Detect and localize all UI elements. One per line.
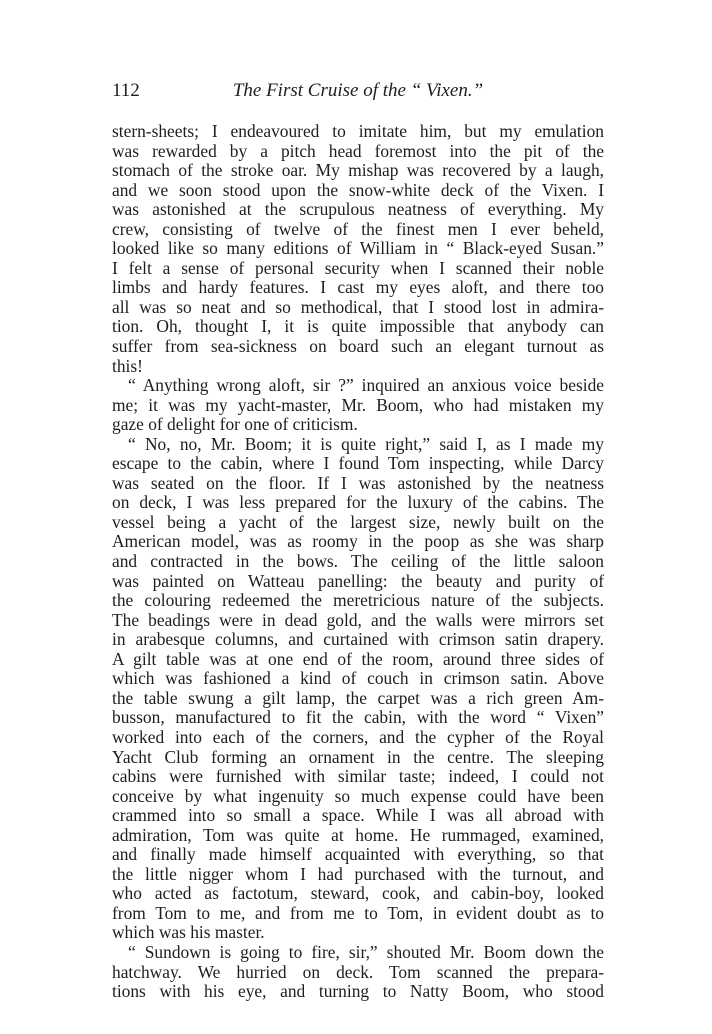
text-line: which was fashioned a kind of couch in crimson satin. Above [112,669,604,689]
text-line: on deck, I was less prepared for the luxury of the cabins. The [112,493,604,513]
running-title: The First Cruise of the “ Vixen.” [232,80,484,101]
text-line: I felt a sense of personal security when I scanned their noble [112,258,604,278]
text-line: hatchway. We hurried on deck. Tom scanned the prepara- [112,962,604,982]
text-line: limbs and hardy features. I cast my eyes aloft, and there too [112,278,604,298]
text-line: busson, manufactured to fit the cabin, with the word “ Vixen” [112,708,604,728]
text-line: and contracted in the bows. The ceiling of the little saloon [112,552,604,572]
text-line: who acted as factotum, steward, cook, and cabin-boy, looked [112,884,604,904]
text-line: the colouring redeemed the meretricious nature of the subjects. [112,591,604,611]
text-line: from Tom to me, and from me to Tom, in evident doubt as to [112,903,604,923]
text-line: stomach of the stroke oar. My mishap was recovered by a laugh, [112,161,604,181]
text-line: tion. Oh, thought I, it is quite impossible that anybody can [112,317,604,337]
text-line: was painted on Watteau panelling: the beauty and purity of [112,571,604,591]
text-line: and we soon stood upon the snow-white deck of the Vixen. I [112,180,604,200]
text-line: was astonished at the scrupulous neatness of everything. My [112,200,604,220]
text-line: Yacht Club forming an ornament in the centre. The sleeping [112,747,604,767]
text-line: suffer from sea-sickness on board such an elegant turnout as [112,337,604,357]
text-line: was rewarded by a pitch head foremost into the pit of the [112,141,604,161]
text-line: this! [112,356,143,376]
text-line: the little nigger whom I had purchased with the turnout, and [112,864,604,884]
text-line: looked like so many editions of William in “ Black-eyed Susan.” [112,239,604,259]
text-line: conceive by what ingenuity so much expense could have been [112,786,604,806]
text-line: tions with his eye, and turning to Natty Boom, who stood [112,982,604,1002]
text-line: The beadings were in dead gold, and the walls were mirrors set [112,610,604,630]
text-line: escape to the cabin, where I found Tom inspecting, while Darcy [112,454,604,474]
text-line: “ No, no, Mr. Boom; it is quite right,” said I, as I made my [128,434,604,454]
text-line: “ Anything wrong aloft, sir ?” inquired an anxious voice beside [128,376,604,396]
text-line: and finally made himself acquainted with everything, so that [112,845,604,865]
text-line: A gilt table was at one end of the room, around three sides of [112,649,604,669]
text-line: worked into each of the corners, and the cypher of the Royal [112,727,604,747]
text-line: vessel being a yacht of the largest size, newly built on the [112,512,604,532]
text-line: me; it was my yacht-master, Mr. Boom, who had mistaken my [112,395,604,415]
text-line: American model, was as roomy in the poop as she was sharp [112,532,604,552]
text-line: all was so neat and so methodical, that I stood lost in admira- [112,297,604,317]
body-text [112,122,604,1002]
text-line: stern-sheets; I endeavoured to imitate him, but my emulation [112,122,604,141]
text-line: admiration, Tom was quite at home. He rummaged, examined, [112,825,604,845]
page-number: 112 [112,80,140,101]
text-line: in arabesque columns, and curtained with crimson satin drapery. [112,630,604,650]
text-line: the table swung a gilt lamp, the carpet was a rich green Am- [112,688,604,708]
text-line: crew, consisting of twelve of the finest men I ever beheld, [112,219,604,239]
text-line: crammed into so small a space. While I was all abroad with [112,806,604,826]
page-header [112,80,604,110]
text-line: which was his master. [112,923,265,943]
text-line: cabins were furnished with similar taste; indeed, I could not [112,767,604,787]
text-line: gaze of delight for one of criticism. [112,415,358,435]
text-line: “ Sundown is going to fire, sir,” shouted Mr. Boom down the [128,942,604,962]
text-line: was seated on the floor. If I was astonished by the neatness [112,473,604,493]
